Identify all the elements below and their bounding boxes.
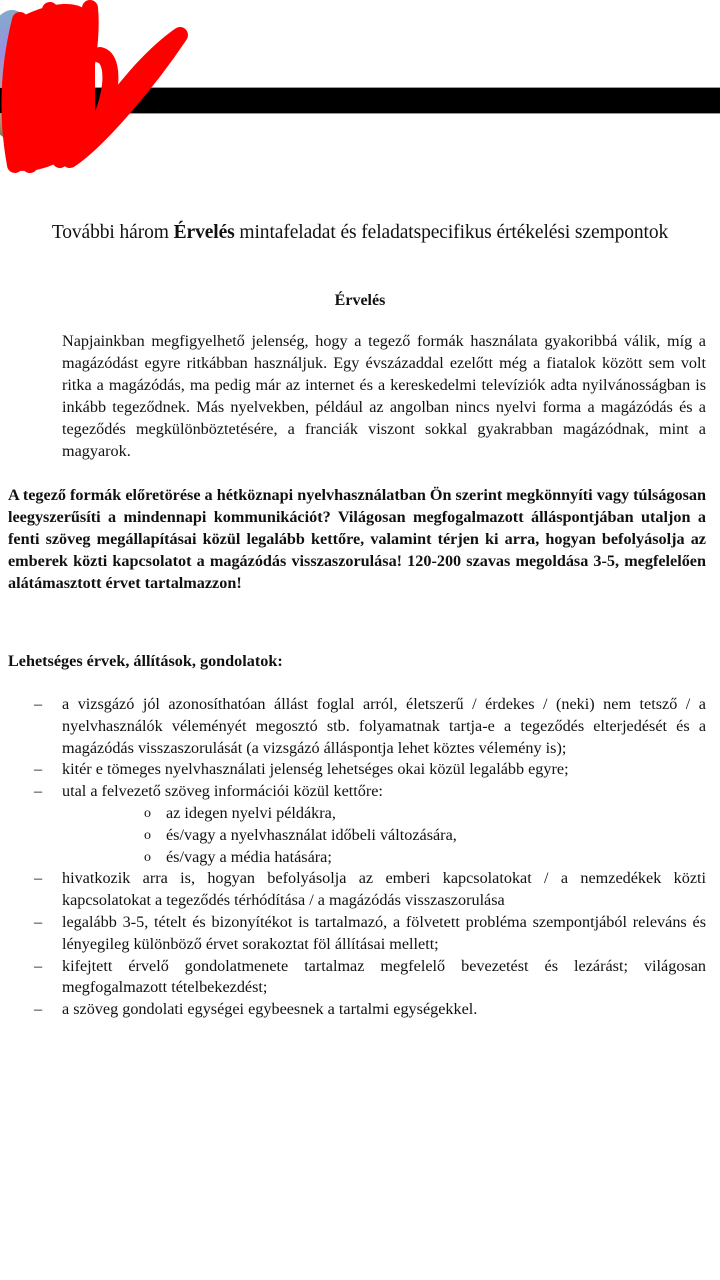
prompt-paragraph: Napjainkban megfigyelhető jelenség, hogy a tegező formák használata gyakoribbá válik, míg a magázódást egyre ritkábban használjuk. Egy évszázaddal ezelőtt még a fiatalok között sem volt ritka a magázódás, ma pedig már az internet és a kereskedelmi televíziók adta nyilvánosságban is inkább tegeződnek. Más nyelvekben, például az angolban nincs nyelvi forma a magázódás és a tegeződés megkülönböztetésére, a franciák viszont sokkal gyakrabban magázódnak, mint a magyarok. [62,332,706,460]
dash-bullet-icon: – [34,1000,43,1019]
redaction-scribble [0,0,200,180]
task-instructions: A tegező formák előretörése a hétköznapi nyelvhasználatban Ön szerint megkönnyíti vagy túlságosan leegyszerűsíti a mindennapi kommunikációt? Világosan megfogalmazott álláspontjában utaljon a fenti szöveg megállapításai közül legalább kettőre, valamint térjen ki arra, hogyan befolyásolja az emberek közti kapcsolatot a magázódás visszaszorulása! 120-200 szavas megoldása 3-5, megfelelően alátámasztott érvet tartalmazzon! [8,486,706,592]
sub-list-item: o az idegen nyelvi példákra, [62,803,706,825]
list-item: – legalább 3-5, tételt és bizonyítékot is tartalmazó, a fölvetett probléma szempontjából releváns és lényegileg különböző érvet sorakoztat föl állításai mellett; [34,912,706,953]
dash-bullet-icon: – [34,760,43,779]
list-item: – a vizsgázó jól azonosíthatóan állást foglal arról, életszerű / érdekes / (neki) nem tetsző / a nyelvhasználók véleményét megosztó stb. folyamatnak tartja-e a tegeződés elterjedését és a magázódás visszaszorulását (a vizsgázó álláspontja lehet köztes vélemény is); [34,695,706,757]
list-item: – kifejtett érvelő gondolatmenete tartalmaz megfelelő bevezetést és lezárást; világosan megfogalmazott tételbekezdést; [34,956,706,997]
circle-bullet-icon: o [144,827,151,843]
list-item: – a szöveg gondolati egységei egybeesnek a tartalmi egységekkel. [0,999,706,1021]
list-item: – hivatkozik arra is, hogyan befolyásolja az emberi kapcsolatokat / a nemzedékek közti kapcsolatokat a tegeződés térhódítása / a magázódás visszaszorulása [34,869,706,910]
dash-bullet-icon: – [34,782,43,801]
sub-list-item: o és/vagy a média hatására; [62,847,706,869]
document-title: További három Érvelés mintafeladat és feladatspecifikus értékelési szempontok [51,222,669,243]
arguments-heading: Lehetséges érvek, állítások, gondolatok: [8,652,283,670]
sub-list-item: o és/vagy a nyelvhasználat időbeli változására, [62,825,706,847]
dash-bullet-icon: – [34,695,43,713]
dash-bullet-icon: – [34,869,43,888]
circle-bullet-icon: o [144,805,151,821]
criteria-list [0,694,720,1021]
dash-bullet-icon: – [34,956,43,975]
circle-bullet-icon: o [144,849,151,865]
list-item: – utal a felvezető szöveg információi közül kettőre: o az idegen nyelvi példákra, o és/vagy a nyelvhasználat időbeli változására, o és/vagy a média hatására; [0,781,706,868]
dash-bullet-icon: – [34,912,43,931]
sub-list [62,803,706,868]
section-title: Érvelés [334,292,386,309]
list-item: – kitér e tömeges nyelvhasználati jelenség lehetséges okai közül legalább egyre; [0,759,706,781]
